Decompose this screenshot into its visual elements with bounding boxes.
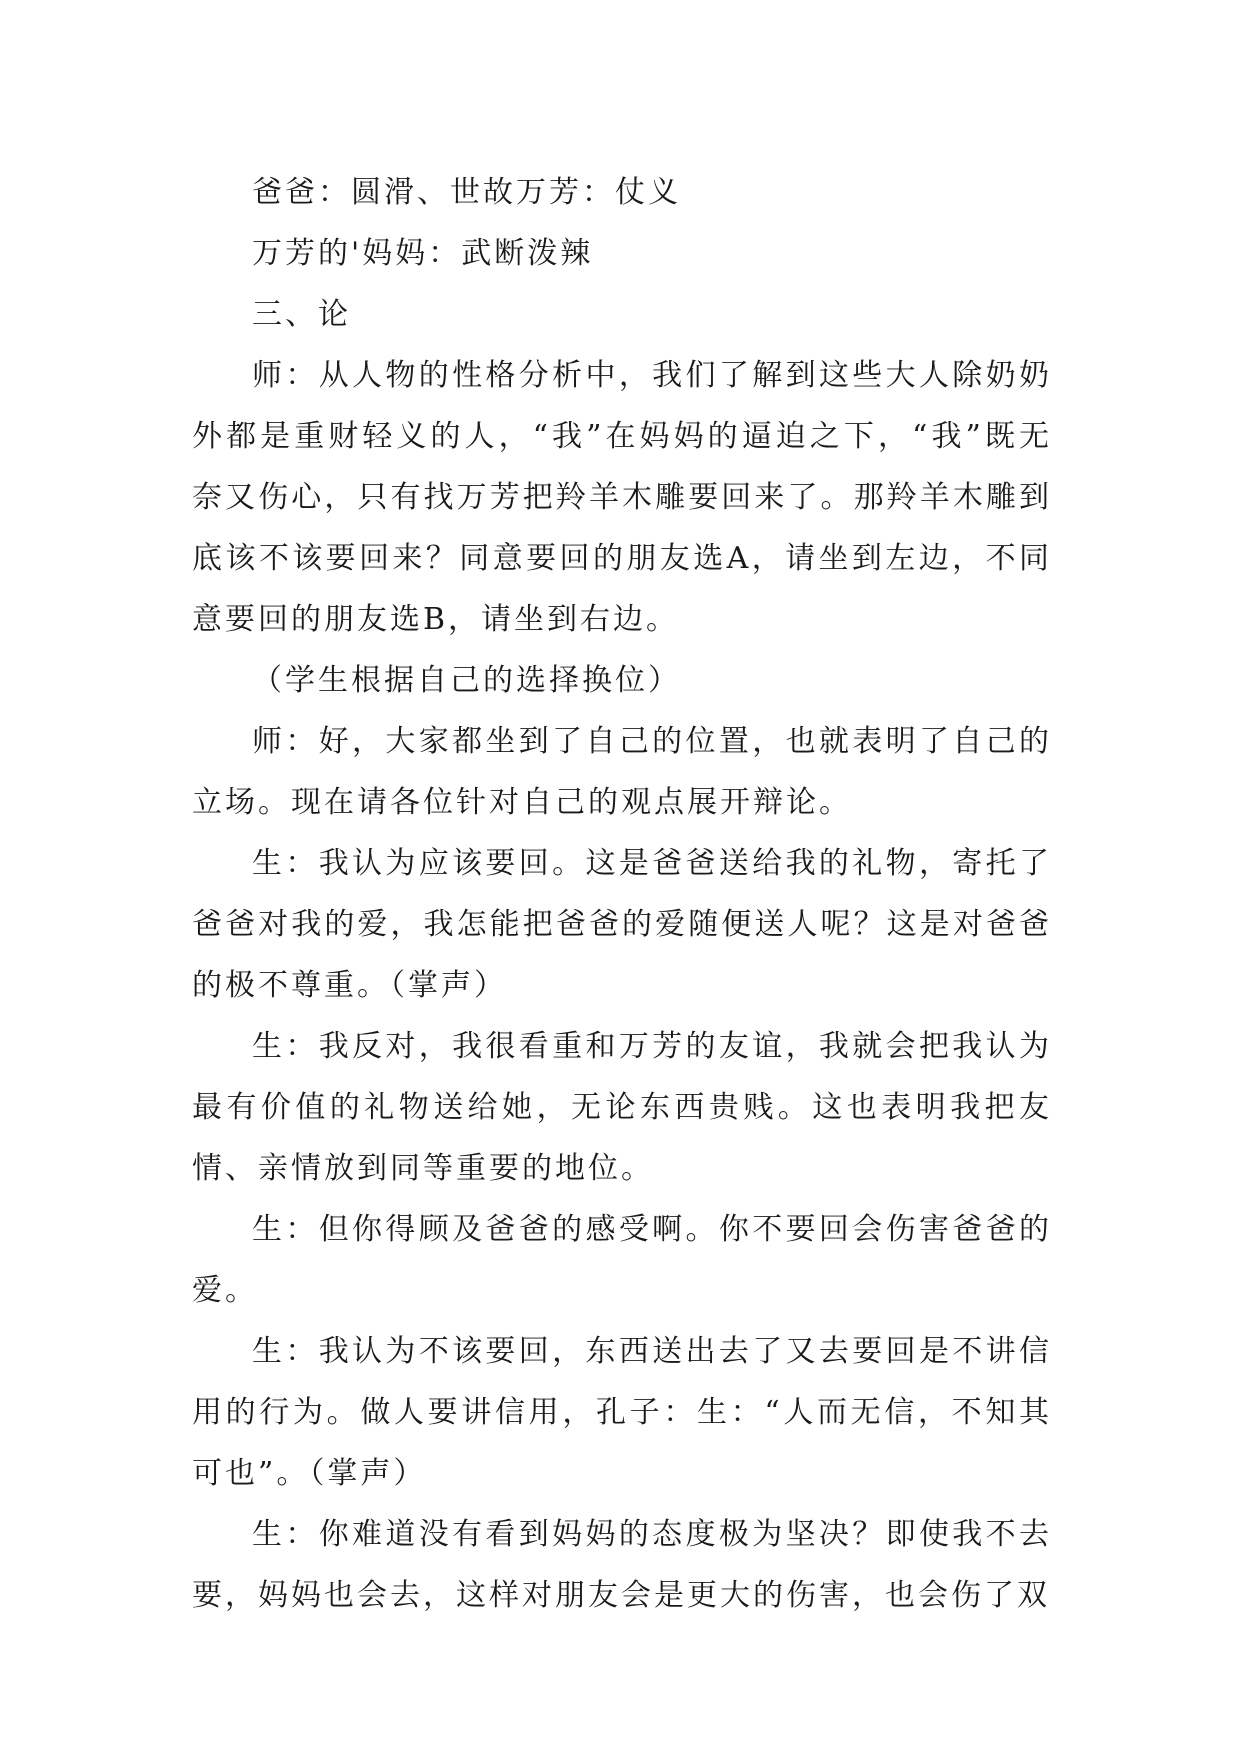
paragraph-character-dad-wanfang: 爸爸：圆滑、世故万芳：仗义 [252, 175, 681, 210]
paragraph-student-4: 生：我认为不该要回，东西送出去了又去要回是不讲信用的行为。做人要讲信用，孔子：生：“人而无信，不知其可也”。（掌声） [192, 1334, 1052, 1491]
paragraph-stage-direction: （学生根据自己的选择换位） [252, 663, 681, 698]
paragraph-character-wanfang-mom: 万芳的'妈妈：武断泼辣 [252, 236, 594, 271]
section-heading-debate: 三、论 [252, 297, 351, 332]
paragraph-student-3: 生：但你得顾及爸爸的感受啊。你不要回会伤害爸爸的爱。 [192, 1212, 1052, 1308]
document-body [192, 162, 1052, 1626]
paragraph-student-1: 生：我认为应该要回。这是爸爸送给我的礼物，寄托了爸爸对我的爱，我怎能把爸爸的爱随便送人呢？这是对爸爸的极不尊重。（掌声） [192, 846, 1052, 1003]
paragraph-student-5: 生：你难道没有看到妈妈的态度极为坚决？即使我不去要，妈妈也会去，这样对朋友会是更大的伤害，也会伤了双 [192, 1517, 1052, 1613]
paragraph-teacher-instruction: 师：好，大家都坐到了自己的位置，也就表明了自己的立场。现在请各位针对自己的观点展开辩论。 [192, 724, 1052, 820]
paragraph-student-2: 生：我反对，我很看重和万芳的友谊，我就会把我认为最有价值的礼物送给她，无论东西贵贱。这也表明我把友情、亲情放到同等重要的地位。 [192, 1029, 1052, 1186]
paragraph-teacher-question: 师：从人物的性格分析中，我们了解到这些大人除奶奶外都是重财轻义的人，“我”在妈妈的逼迫之下，“我”既无奈又伤心，只有找万芳把羚羊木雕要回来了。那羚羊木雕到底该不该要回来？同意要回的朋友选A，请坐到左边，不同意要回的朋友选B，请坐到右边。 [192, 358, 1052, 637]
